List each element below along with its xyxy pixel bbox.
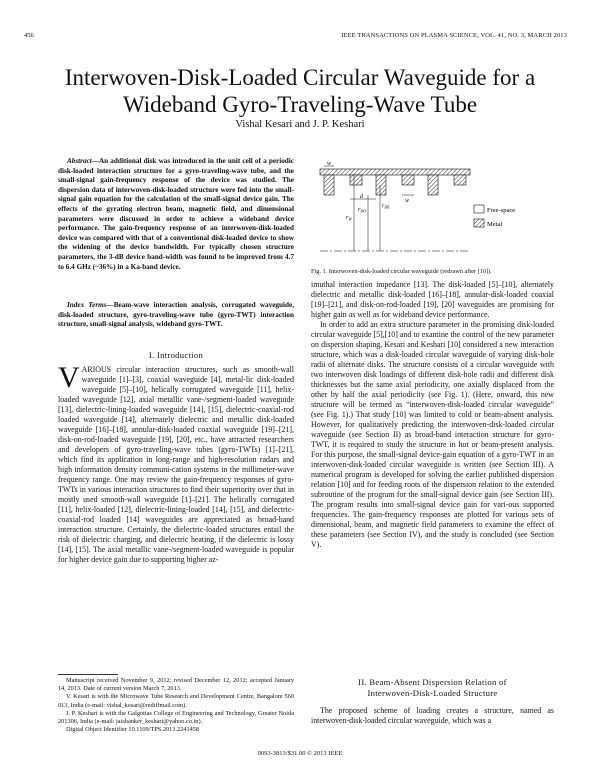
figure-1-diagram: [316, 161, 548, 257]
disk-small-2: [402, 175, 414, 185]
abstract-label: Abstract: [67, 157, 92, 165]
right-column-body: [311, 280, 554, 550]
index-terms-label: Index Terms: [67, 301, 107, 309]
section-1-heading: I. Introduction: [148, 350, 204, 360]
right-para-1: imuthal interaction impedance [13]. The disk-loaded [5]–[10], alternately dielectric and metallic disk-loaded [16]–[18], annular-disk-loaded coaxial [19]–[21], and disk-on-rod-loaded [19], [20] waveguides are promising for higher gain as well as for wideband device performance.: [311, 280, 554, 319]
page-number: 456: [24, 32, 34, 39]
paper-title: [30, 64, 570, 118]
index-terms: [58, 301, 294, 330]
section-2-heading-line-1: II. Beam-Absent Dispersion Relation of: [358, 677, 507, 687]
label-d: d: [360, 194, 363, 200]
label-w1: w: [327, 161, 332, 167]
right-para-2: In order to add an extra structure parameter in the promising disk-loaded circular waveguide [5],[10] and to examine the control of the new parameter on dispersion shaping, Kesari and Keshari [10] considered a new interaction structure, which was a disk-loaded circular waveguide of varying disk-hole radii of alternate disks. The structure consists of a circular waveguide with two interwoven disk loadings of different disk-hole radii and different disk thicknesses but the same axial periodicity, one axially displaced from the other by half the axial periodicity (see Fig. 1). (Here, onward, this new structure will be termed as “interwoven-disk-loaded circular waveguide” (see Fig. 1).) That study [10] was limited to cold or beam-absent analysis. However, for qualitatively predicting the interwoven-disk-loaded circular waveguide (see Section II) as broad-band interaction structure for gyro-TWT, it is required to study the structure in hot or beam-present analysis. For this purpose, the small-signal device-gain equation of a gyro-TWT in an interwoven-disk-loaded circular waveguide is written (see Section III). A numerical program is developed for solving the earlier published dispersion relation [10] and for feeding roots of the dispersion relation to the extended subroutine of the program for the small-signal device gain (see Section III). The program results into small-signal device gain for vari-ous supported frequencies. The gain-frequency responses are plotted for various sets of dimensional, beam, and magnetic field parameters to examine the effect of these parameters (see Section IV), and the study is concluded (see Section V).: [311, 320, 554, 549]
abstract: [58, 157, 294, 272]
footnote-received: Manuscript received November 9, 2012; revised December 12, 2012; accepted January 14, 2013. Date of current version March 7, 2013.: [58, 677, 294, 693]
title-line-2: Wideband Gyro-Traveling-Wave Tube: [122, 92, 478, 117]
title-line-1: Interwoven-Disk-Loaded Circular Waveguide for a: [64, 65, 536, 90]
legend-free-swatch: [474, 205, 484, 213]
label-rw: $r_W$: [346, 215, 352, 222]
disk-large-2: [376, 175, 386, 195]
right-para-3: The proposed scheme of loading creates a structure, named as interwoven-disk-loaded circular waveguide, which was a: [311, 706, 554, 725]
section-2-heading: [311, 677, 554, 699]
footnote-author-1: V. Kesari is with the Microwave Tube Research and Development Centre, Bangalore 560 013, India (e-mail: vishal_kesari@rediffmail.com).: [58, 693, 294, 709]
section-2-text: [311, 706, 554, 726]
disk-large-3: [428, 175, 438, 195]
label-rde: $r_{DE}$: [382, 203, 390, 210]
footnote-author-2: J. P. Keshari is with the Galgotias College of Engineering and Technology, Greater Noida 201306, India (e-mail: jaishanker_keshari@yahoo.co.in).: [58, 709, 294, 726]
waveguide-wall: [320, 169, 470, 175]
journal-header: IEEE TRANSACTIONS ON PLASMA SCIENCE, VOL. 41, NO. 3, MARCH 2013: [341, 32, 567, 39]
drop-cap: V: [58, 361, 80, 394]
abstract-text: —An additional disk was introduced in the unit cell of a periodic disk-loaded interaction structure for a gyro-traveling-wave tube, and the small-signal gain-frequency response of the device was studied. The dispersion data of interwoven-disk-loaded structure were fed into the small-signal gain equation for the calculation of the small-signal device gain. The effects of the gyrating electron beam, magnetic field, and dimensional parameters were discussed in order to achieve a wideband device performance. The gain-frequency response of an interwoven-disk-loaded device was compared with that of a conventional disk-loaded device to show the widening of the device bandwidth. For typically chosen structure parameters, the 3-dB device band-width was found to be improved from 4.7 to 6.4 GHz (~36%) in a Ka-band device.: [58, 157, 294, 271]
copyright-line: 0093-3813/$31.00 © 2013 IEEE: [257, 750, 343, 757]
index-terms-text: —Beam-wave interaction analysis, corrugated waveguide, disk-loaded structure, gyro-traveling-wave tube (gyro-TWT) interaction structure, small-signal analysis, wideband gyro-TWT.: [58, 301, 295, 329]
label-rdo: $r_{DO}$: [358, 207, 367, 214]
legend-metal-swatch: [474, 219, 484, 227]
authors: Vishal Kesari and J. P. Keshari: [235, 119, 365, 130]
footnote-doi: Digital Object Identifier 10.1109/TPS.2013.2241458: [66, 726, 200, 734]
disk-small-1: [350, 175, 362, 185]
introduction-body: ARIOUS circular interaction structures, such as smooth-wall waveguide [1]–[3], coaxial waveguide [4], metal-lic disk-loaded waveguide [5]–[10], helically corrugated waveguide [11], helix-loaded waveguide [12], axial metallic vane-/segment-loaded waveguide [13], dielectric-lining-loaded waveguide [14], [15], dielectric-coaxial-rod loaded waveguide [14], alternately dielectric and metallic disk-loaded waveguide [16]–[18], annular-disk-loaded coaxial waveguide [19]–[21], disk-on-rod-loaded waveguide [19], [20], etc., have attracted researchers and developers of gyro-traveling-wave tubes (gyro-TWTs) [1]–[21], which find its application in long-range and high-resolution radars and high information density communi-cation systems in the millimeter-wave frequency range. One may review the gain-frequency responses of gyro-TWTs in various interaction structures to find their superiority over that in mostly used smooth-wall waveguide [1]–[21]. The helically corrugated [11], helix-loaded [12], dielectric-lining-loaded [14], [15], and dielectric-coaxial-rod loaded [14] waveguides are appreciated as broad-band interaction structure. Certainly, the dielectric-loaded structures entail the risk of dielectric charging, and dielectric heating, if the dielectric is lossy [14], [15]. The axial metallic vane-/segment-loaded waveguide is popular for higher device gain due to supporting higher az-: [58, 365, 294, 564]
legend-free-label: Free-space: [487, 207, 516, 214]
footnote-rule: [58, 674, 118, 675]
disk-small-3: [454, 175, 466, 185]
section-2-heading-line-2: Interwoven-Disk-Loaded Structure: [367, 688, 498, 698]
legend-metal-label: Metal: [487, 221, 503, 228]
disk-large-1: [324, 175, 334, 195]
figure-1-caption: Fig. 1. Interwoven-disk-loaded circular waveguide (redrawn after [10]).: [311, 268, 492, 275]
label-w2: w: [405, 198, 410, 204]
introduction-text: [58, 361, 294, 565]
footnotes: [58, 677, 294, 734]
